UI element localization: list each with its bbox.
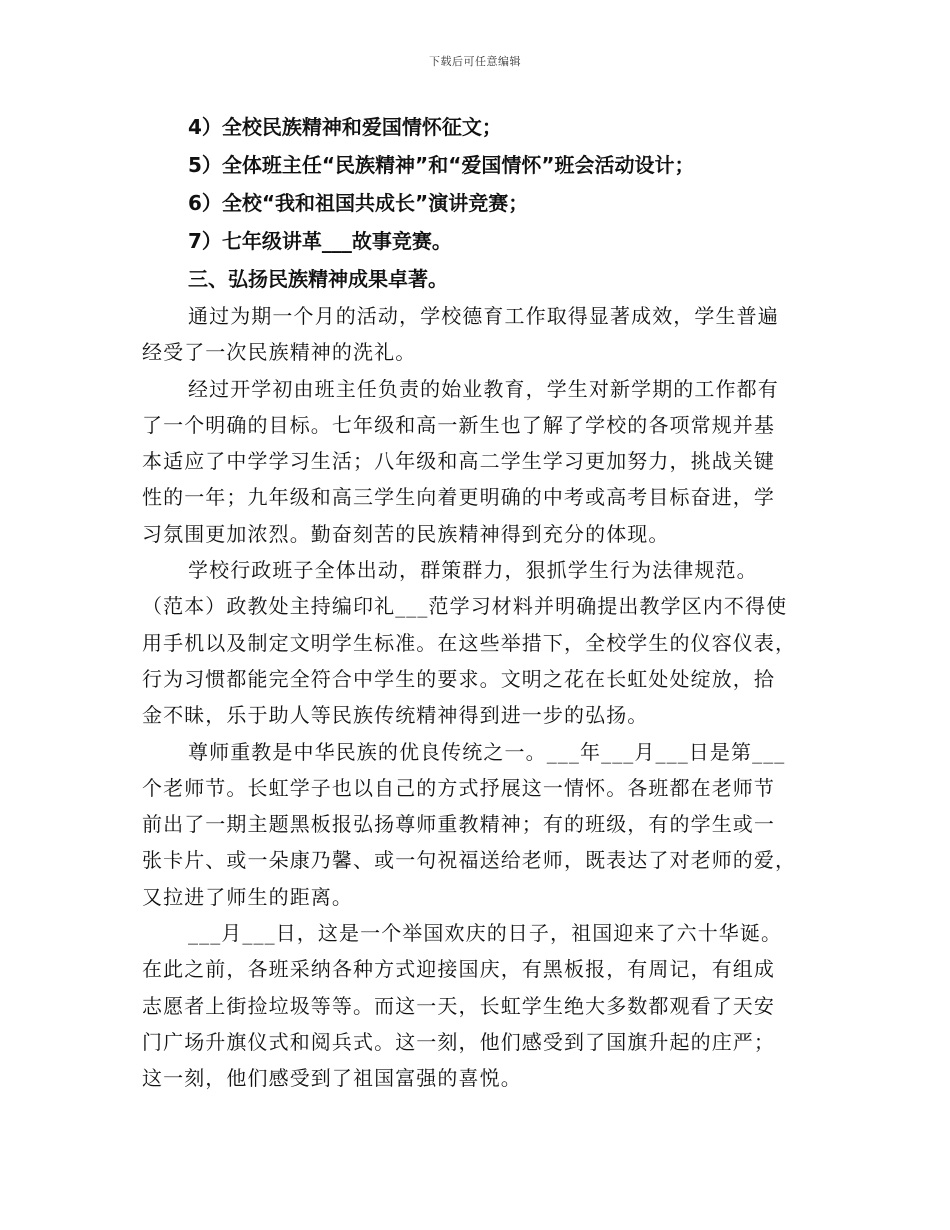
list-item: 5）全体班主任“民族精神”和“爱国情怀”班会活动设计；: [188, 153, 695, 177]
paragraph-line: 本适应了中学学习生活；八年级和高二学生学习更加努力，挑战关键: [142, 449, 775, 474]
paragraph: [142, 298, 820, 371]
paragraph-line: （范本）政教处主持编印礼___范学习材料并明确提出教学区内不得使: [142, 594, 788, 619]
paragraph-line: 通过为期一个月的活动，学校德育工作取得显著成效，学生普遍: [188, 304, 779, 328]
paragraph: [142, 371, 820, 552]
paragraph-line: 用手机以及制定文明学生标准。在这些举措下，全校学生的仪容仪表，: [142, 630, 797, 655]
list-item: 4）全校民族精神和爱国情怀征文；: [188, 115, 502, 139]
paragraph-line: 性的一年；九年级和高三学生向着更明确的中考或高考目标奋进，学: [142, 485, 775, 510]
paragraph-line: 习氛围更加浓烈。勤奋刻苦的民族精神得到充分的体现。: [142, 521, 670, 546]
paragraph-line: 张卡片、或一朵康乃馨、或一句祝福送给老师，既表达了对老师的爱，: [142, 848, 797, 873]
paragraph-line: 个老师节。长虹学子也以自己的方式抒展这一情怀。各班都在老师节: [142, 775, 775, 800]
document-body: [142, 108, 820, 1097]
section-heading: 三、弘扬民族精神成果卓著。: [188, 267, 448, 291]
paragraph-line: 行为习惯都能完全符合中学生的要求。文明之花在长虹处处绽放，拾: [142, 666, 775, 691]
paragraph-line: ___月___日，这是一个举国欢庆的日子，祖国迎来了六十华诞。: [188, 921, 783, 946]
paragraph-line: 在此之前，各班采纳各种方式迎接国庆，有黑板报，有周记，有组成: [142, 957, 775, 982]
paragraph-line: 学校行政班子全体出动，群策群力，狠抓学生行为法律规范。: [188, 558, 758, 583]
list-item: 7）七年级讲革___故事竞赛。: [188, 229, 452, 253]
paragraph-line: 这一刻，他们感受到了祖国富强的喜悦。: [142, 1066, 522, 1091]
paragraph-line: 经过开学初由班主任负责的始业教育，学生对新学期的工作都有: [188, 376, 779, 401]
page-header: 下载后可任意编辑: [429, 55, 521, 68]
paragraph-line: 志愿者上街捡垃圾等等。而这一天，长虹学生绝大多数都观看了天安: [142, 993, 775, 1018]
paragraph-line: 经受了一次民族精神的洗礼。: [142, 340, 417, 365]
paragraph-line: 又拉进了师生的距离。: [142, 884, 353, 909]
list-item: 6）全校“我和祖国共成长”演讲竞赛；: [188, 191, 529, 215]
paragraph-line: 尊师重教是中华民族的优良传统之一。___年___月___日是第___: [188, 739, 786, 764]
paragraph-line: 前出了一期主题黑板报弘扬尊师重教精神；有的班级，有的学生或一: [142, 812, 775, 837]
paragraph: [142, 734, 820, 915]
paragraph-line: 金不昧，乐于助人等民族传统精神得到进一步的弘扬。: [142, 703, 649, 728]
paragraph: [142, 915, 820, 1096]
paragraph: [142, 552, 820, 733]
paragraph-line: 门广场升旗仪式和阅兵式。这一刻，他们感受到了国旗升起的庄严；: [142, 1029, 775, 1054]
paragraph-line: 了一个明确的目标。七年级和高一新生也了解了学校的各项常规并基: [142, 412, 775, 437]
